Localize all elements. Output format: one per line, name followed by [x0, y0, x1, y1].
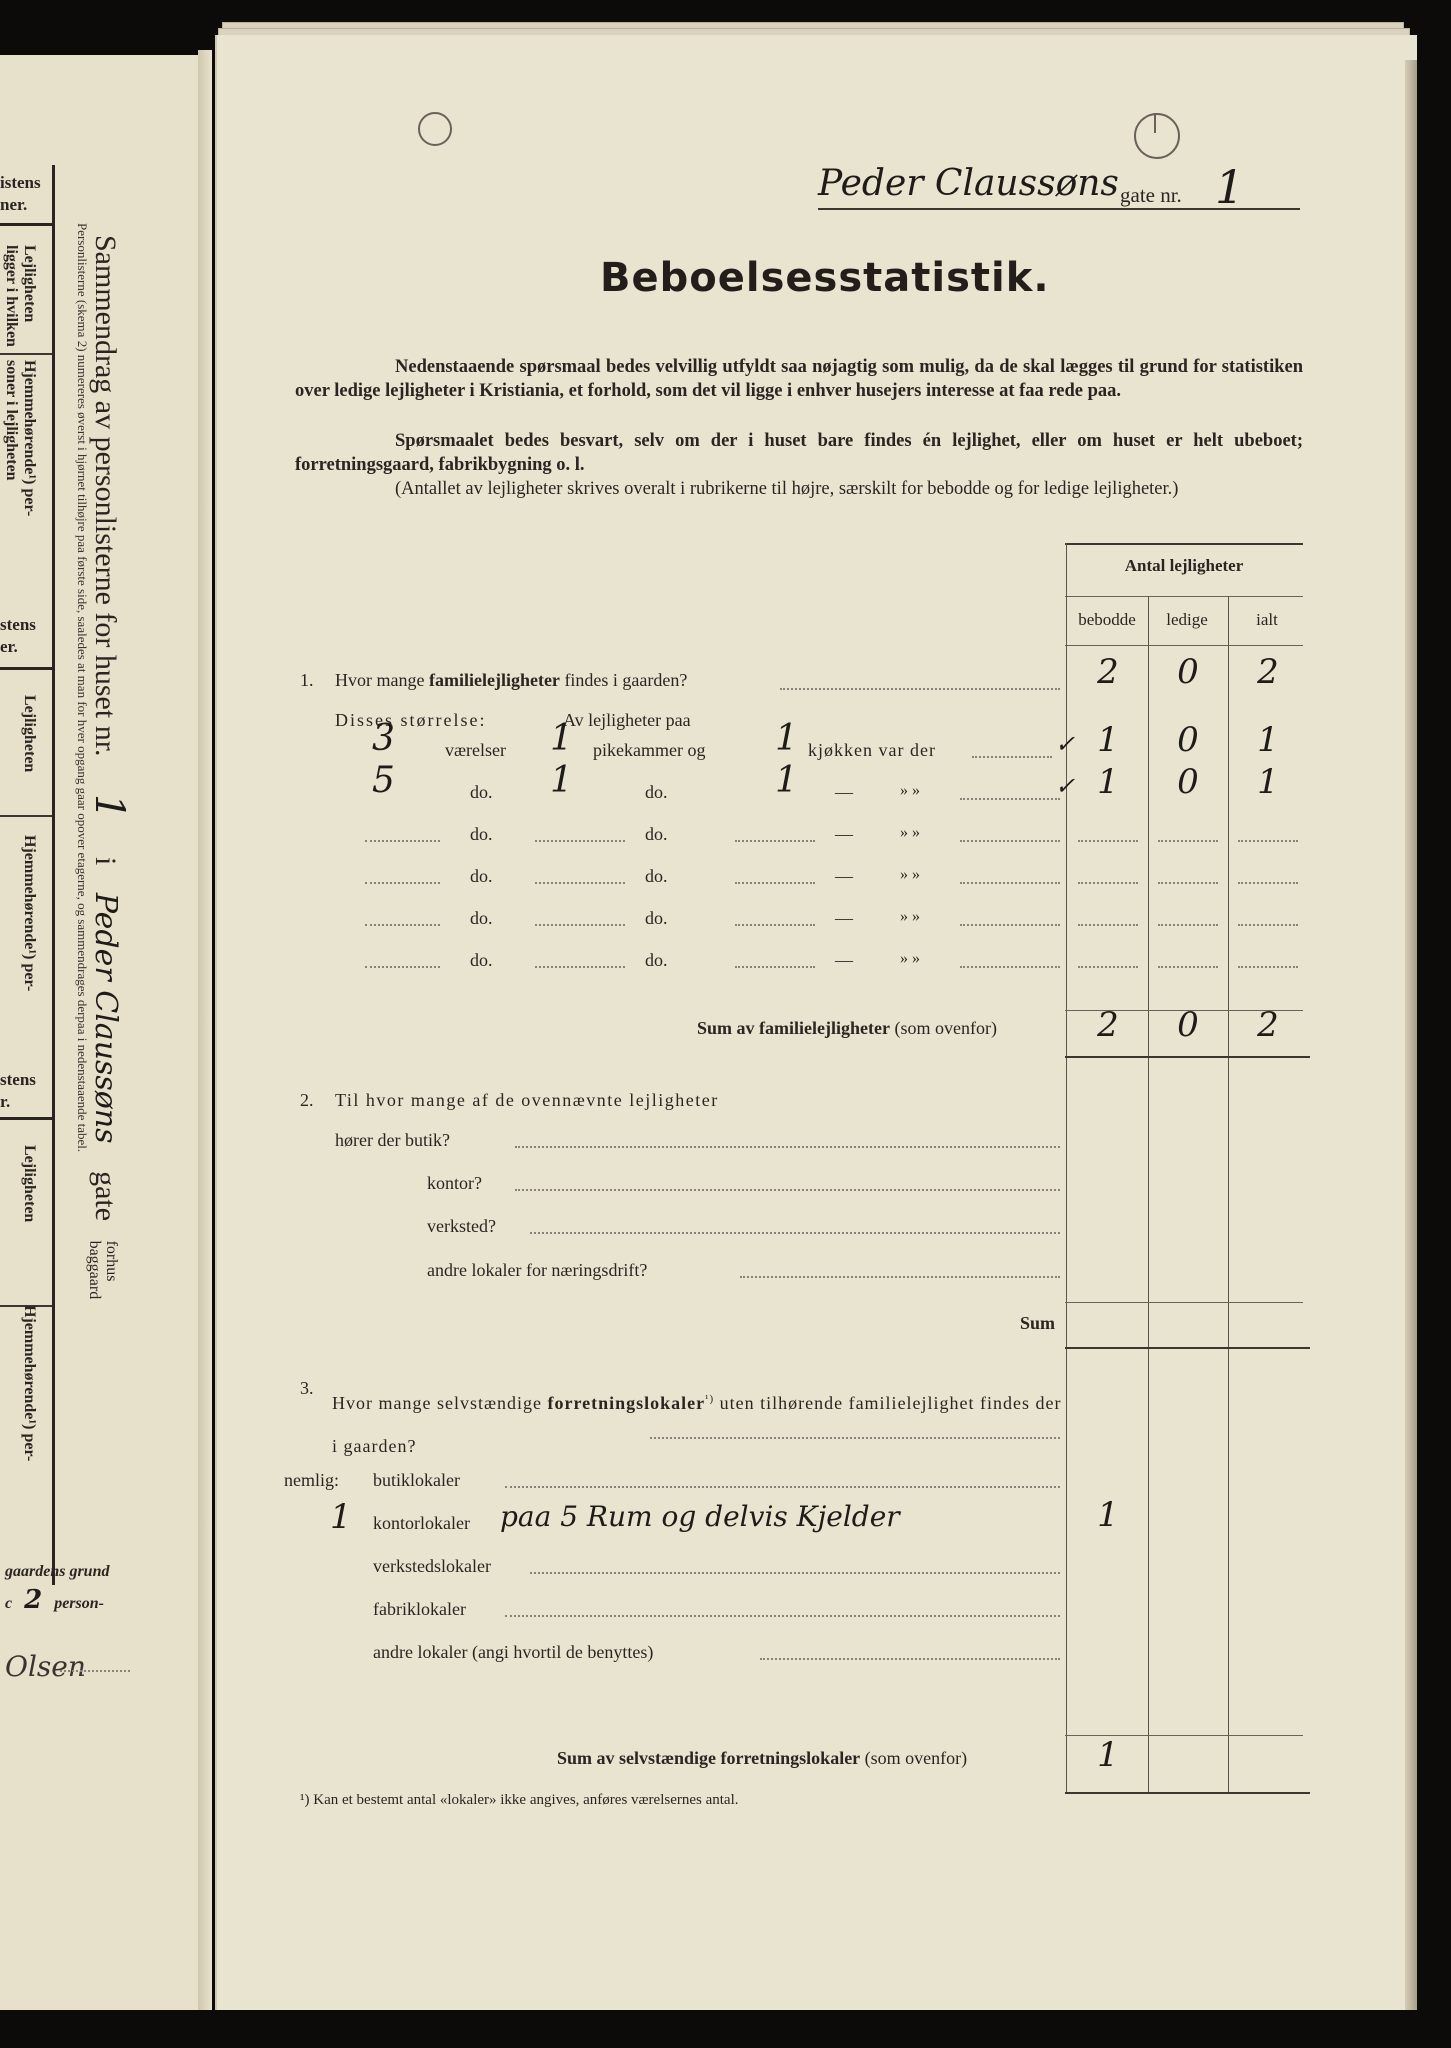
- q3-verkstedslokaler: verkstedslokaler: [373, 1556, 491, 1576]
- row-ialt: 1: [1257, 762, 1279, 802]
- q2-sum-label: Sum: [1020, 1313, 1056, 1333]
- q3-text-bold: forretningslokaler: [547, 1393, 706, 1413]
- row-rooms-dots: [365, 882, 440, 884]
- row-ledige: 0: [1177, 762, 1199, 802]
- row-rooms-dots: [365, 840, 440, 842]
- q1-sum-label: [697, 1018, 997, 1039]
- row-check-icon: ✓: [1055, 772, 1076, 800]
- q1-bebodde: 2: [1097, 652, 1119, 692]
- row-ditto: » »: [900, 950, 920, 967]
- row-dash: —: [835, 866, 853, 886]
- q3-verkstedslokaler-dots: [530, 1572, 1060, 1574]
- q2-sum-top-rule: [1065, 1302, 1303, 1303]
- row-ledige-dots: [1158, 882, 1218, 884]
- left-street: Peder Claussøns: [88, 892, 123, 1144]
- row-kitchen-dots: [735, 882, 815, 884]
- left-i: i: [89, 856, 122, 866]
- row-ditto: » »: [900, 782, 920, 799]
- row-rooms-dots: [365, 966, 440, 968]
- q3-text-prefix: Hvor mange selvstændige: [332, 1393, 542, 1413]
- row-ledige-dots: [1158, 924, 1218, 926]
- q3-sum-bottom-rule: [1065, 1792, 1310, 1794]
- q1-sum-ialt: 2: [1257, 1005, 1279, 1045]
- q3-text-suffix: uten tilhørende familielejlighet findes der i gaarden?: [332, 1393, 1062, 1456]
- page-fold: [198, 50, 212, 2010]
- left-vertical-title: [86, 235, 132, 1299]
- left-col-soner: soner i lejligheten: [3, 360, 20, 481]
- row-maid-dots: [535, 924, 625, 926]
- table-col-line: [1228, 596, 1229, 1793]
- row-ditto: » »: [900, 824, 920, 841]
- q1-sum-ledige: 0: [1177, 1005, 1199, 1045]
- row-ialt-dots: [1238, 924, 1298, 926]
- row-rooms-count: 3: [372, 718, 395, 759]
- footnote: ¹) Kan et bestemt antal «lokaler» ikke angives, anføres værelsernes antal.: [300, 1792, 739, 1808]
- left-signature: Olsen: [5, 1650, 86, 1683]
- row-ledige: 0: [1177, 720, 1199, 760]
- sizes-sub: Av lejligheter paa: [563, 710, 691, 730]
- left-rule: [0, 1117, 52, 1120]
- q3-question: [332, 1378, 1062, 1468]
- q3-kontor-count: 1: [330, 1497, 352, 1537]
- q1-number: 1.: [300, 670, 314, 690]
- q2-verksted: verksted?: [427, 1216, 496, 1236]
- row-kitchen-count: 1: [775, 718, 798, 759]
- q3-sum-prefix: Sum av: [557, 1748, 615, 1768]
- stamp-mark: [1154, 113, 1156, 133]
- row-pikekammer-label: do.: [645, 782, 668, 802]
- q2-butik-dots: [515, 1146, 1060, 1148]
- q1-dots: [780, 688, 1060, 690]
- row-ledige-dots: [1158, 840, 1218, 842]
- stamp-icon: [1134, 113, 1180, 159]
- q1-ledige: 0: [1177, 652, 1199, 692]
- left-col-er: er.: [0, 637, 18, 656]
- table-sub-rule: [1065, 596, 1303, 597]
- row-bebodde-dots: [1078, 840, 1138, 842]
- q2-butik: hører der butik?: [335, 1130, 450, 1150]
- row-pikekammer-label: do.: [645, 824, 668, 844]
- left-gaardens: gaardens grund: [5, 1563, 110, 1580]
- q3-sum-suffix: (som ovenfor): [864, 1748, 968, 1768]
- left-col-hjemmehorende3: Hjemmehørende¹) per-: [21, 1305, 38, 1462]
- row-maid-count: 1: [550, 760, 573, 801]
- q3-kontor-note: paa 5 Rum og delvis Kjelder: [500, 1500, 900, 1533]
- house-number: 1: [1215, 160, 1245, 214]
- q1-sum-bebodde: 2: [1097, 1005, 1119, 1045]
- q2-question: Til hvor mange af de ovennævnte lejligheter: [335, 1090, 719, 1110]
- row-maid-dots: [535, 840, 625, 842]
- row-dots: [960, 924, 1060, 926]
- left-forhus: forhus: [102, 1240, 120, 1282]
- row-kitchen-count: 1: [775, 760, 798, 801]
- left-column-rule: [52, 165, 55, 1585]
- row-bebodde: 1: [1097, 720, 1119, 760]
- row-maid-dots: [535, 966, 625, 968]
- row-ialt-dots: [1238, 882, 1298, 884]
- left-col-stens: stens: [0, 615, 36, 634]
- q3-number: 3.: [300, 1378, 314, 1398]
- q1-sum-bottom-rule: [1065, 1056, 1310, 1058]
- row-bebodde: 1: [1097, 762, 1119, 802]
- q2-andre: andre lokaler for næringsdrift?: [427, 1260, 648, 1280]
- table-top-rule: [1065, 543, 1303, 545]
- page-right-edge: [1405, 60, 1417, 2010]
- row-dots: [960, 798, 1060, 800]
- row-dash: —: [835, 824, 853, 844]
- row-ditto: » »: [900, 908, 920, 925]
- page-title: Beboelsesstatistik.: [600, 255, 1050, 301]
- row-maid-dots: [535, 882, 625, 884]
- row-vaerelser-label: do.: [470, 824, 493, 844]
- left-col-ligger: ligger i hvilken: [3, 245, 20, 347]
- row-rooms-dots: [365, 924, 440, 926]
- left-col-lejligheten: Lejligheten: [21, 245, 38, 323]
- left-gate: gate: [89, 1171, 122, 1222]
- gate-nr-label: gate nr.: [1120, 183, 1182, 207]
- stamp-icon: [418, 112, 452, 146]
- row-maid-count: 1: [550, 718, 573, 759]
- intro-paragraph-2: Spørsmaalet bedes besvart, selv om der i huset bare findes én lejlighet, eller om huset er helt ubeboet; forretningsgaard, fabrikbygning o. l.: [295, 431, 1303, 475]
- left-title-text: Sammendrag av personlisterne for huset nr.: [89, 235, 122, 757]
- q1-question: [335, 670, 687, 691]
- q1-text-suffix: findes i gaarden?: [564, 670, 688, 690]
- q3-fabriklokaler-dots: [505, 1615, 1060, 1617]
- row-vaerelser-label: værelser: [445, 740, 506, 760]
- left-personer-prefix: c: [5, 1595, 13, 1612]
- q3-kontorlokaler: kontorlokaler: [373, 1513, 470, 1533]
- q2-kontor: kontor?: [427, 1173, 482, 1193]
- row-dash: —: [835, 950, 853, 970]
- row-pikekammer-label: do.: [645, 908, 668, 928]
- row-rooms-count: 5: [372, 760, 395, 801]
- q3-butiklokaler-dots: [505, 1486, 1060, 1488]
- left-col-lejligheten3: Lejligheten: [21, 1145, 38, 1223]
- row-ialt: 1: [1257, 720, 1279, 760]
- q1-text-bold: familielejligheter: [428, 670, 560, 690]
- left-personer: [5, 1585, 104, 1615]
- row-check-icon: ✓: [1055, 730, 1076, 758]
- q3-sum-bold: selvstændige forretningslokaler: [619, 1748, 861, 1768]
- q3-fabriklokaler: fabriklokaler: [373, 1599, 466, 1619]
- q1-text-prefix: Hvor mange: [335, 670, 425, 690]
- row-kitchen-dots: [735, 840, 815, 842]
- q2-sum-bottom-rule: [1065, 1347, 1310, 1349]
- table-header-bottom-rule: [1065, 645, 1303, 646]
- row-pikekammer-label: do.: [645, 866, 668, 886]
- col-bebodde: bebodde: [1078, 610, 1136, 629]
- col-ialt: ialt: [1256, 610, 1278, 629]
- left-baggaard: baggaard: [85, 1240, 103, 1300]
- q3-andre: andre lokaler (angi hvortil de benyttes): [373, 1642, 654, 1662]
- row-vaerelser-label: do.: [470, 782, 493, 802]
- q3-butiklokaler: butiklokaler: [373, 1470, 460, 1490]
- q3-kontor-value: 1: [1097, 1495, 1119, 1535]
- left-instructions: Personlisterne (skema 2) numereres øverst i hjørnet tilhøjre paa første side, saaledes at man for hver opgang gaar opover etagerne, og sammendrages derpaa i nedenstaaende tabel.: [75, 223, 90, 1153]
- row-bebodde-dots: [1078, 882, 1138, 884]
- row-dash: —: [835, 782, 853, 802]
- q3-sum-label: [557, 1748, 967, 1769]
- row-dash: —: [835, 908, 853, 928]
- intro-paragraph-3: (Antallet av lejligheter skrives overalt i rubrikerne til højre, særskilt for bebodde og for ledige lejligheter.): [395, 479, 1179, 499]
- left-col-lejligheten2: Lejligheten: [21, 695, 38, 773]
- left-rule: [0, 353, 52, 355]
- row-kitchen-dots: [735, 966, 815, 968]
- q1-sum-prefix: Sum av: [697, 1018, 755, 1038]
- q1-sum-bold: familielejligheter: [759, 1018, 890, 1038]
- q3-andre-dots: [760, 1658, 1060, 1660]
- q3-dots: [650, 1437, 1060, 1439]
- q1-ialt: 2: [1257, 652, 1279, 692]
- left-col-ner: ner.: [0, 195, 28, 214]
- q2-number: 2.: [300, 1090, 314, 1110]
- row-bebodde-dots: [1078, 966, 1138, 968]
- sizes-label: Disses størrelse:: [335, 710, 487, 730]
- row-vaerelser-label: do.: [470, 908, 493, 928]
- row-kjokken-label: kjøkken var der: [808, 740, 936, 760]
- left-house-nr: 1: [86, 794, 132, 820]
- left-rule: [0, 815, 52, 817]
- row-vaerelser-label: do.: [470, 866, 493, 886]
- row-pikekammer-label: pikekammer og: [593, 740, 706, 760]
- row-kitchen-dots: [735, 924, 815, 926]
- table-header-group: Antal lejligheter: [1124, 556, 1244, 575]
- left-col-stens3: stens: [0, 1070, 36, 1089]
- q2-verksted-dots: [530, 1232, 1060, 1234]
- col-ledige: ledige: [1166, 610, 1208, 629]
- row-pikekammer-label: do.: [645, 950, 668, 970]
- q3-nemlig: nemlig:: [284, 1470, 339, 1490]
- left-col-istens: istens: [0, 173, 41, 192]
- row-ditto: » »: [900, 866, 920, 883]
- left-col-er3: r.: [0, 1092, 11, 1111]
- q1-sum-suffix: (som ovenfor): [894, 1018, 997, 1038]
- street-name-handwritten: Peder Claussøns: [818, 163, 1119, 204]
- row-vaerelser-label: do.: [470, 950, 493, 970]
- row-ledige-dots: [1158, 966, 1218, 968]
- row-dots: [960, 840, 1060, 842]
- q2-andre-dots: [740, 1276, 1060, 1278]
- row-dots: [960, 882, 1060, 884]
- left-personer-suffix: person-: [54, 1595, 104, 1612]
- table-col-line: [1148, 596, 1149, 1793]
- row-dots: [960, 966, 1060, 968]
- left-page: [0, 55, 205, 2010]
- left-rule: [0, 667, 52, 670]
- row-ialt-dots: [1238, 966, 1298, 968]
- q2-kontor-dots: [515, 1189, 1060, 1191]
- left-rule: [0, 223, 52, 226]
- q3-footnote-mark: ¹): [705, 1393, 715, 1405]
- intro-paragraph-1: Nedenstaaende spørsmaal bedes velvillig utfyldt saa nøjagtig som mulig, da de skal lægges til grund for statistiken over ledige lejligheter i Kristiania, et forhold, som det vil ligge i enhver husejers interesse at faa rede paa.: [295, 357, 1303, 401]
- row-ialt-dots: [1238, 840, 1298, 842]
- left-col-hjemmehorende: Hjemmehørende¹) per-: [21, 360, 38, 517]
- row-dots: [972, 756, 1052, 758]
- left-col-hjemmehorende2: Hjemmehørende¹) per-: [21, 835, 38, 992]
- left-personer-value: 2: [24, 1585, 43, 1615]
- street-line: [818, 208, 1300, 210]
- left-signature-line: [60, 1670, 130, 1672]
- q3-sum-value: 1: [1097, 1735, 1119, 1775]
- row-bebodde-dots: [1078, 924, 1138, 926]
